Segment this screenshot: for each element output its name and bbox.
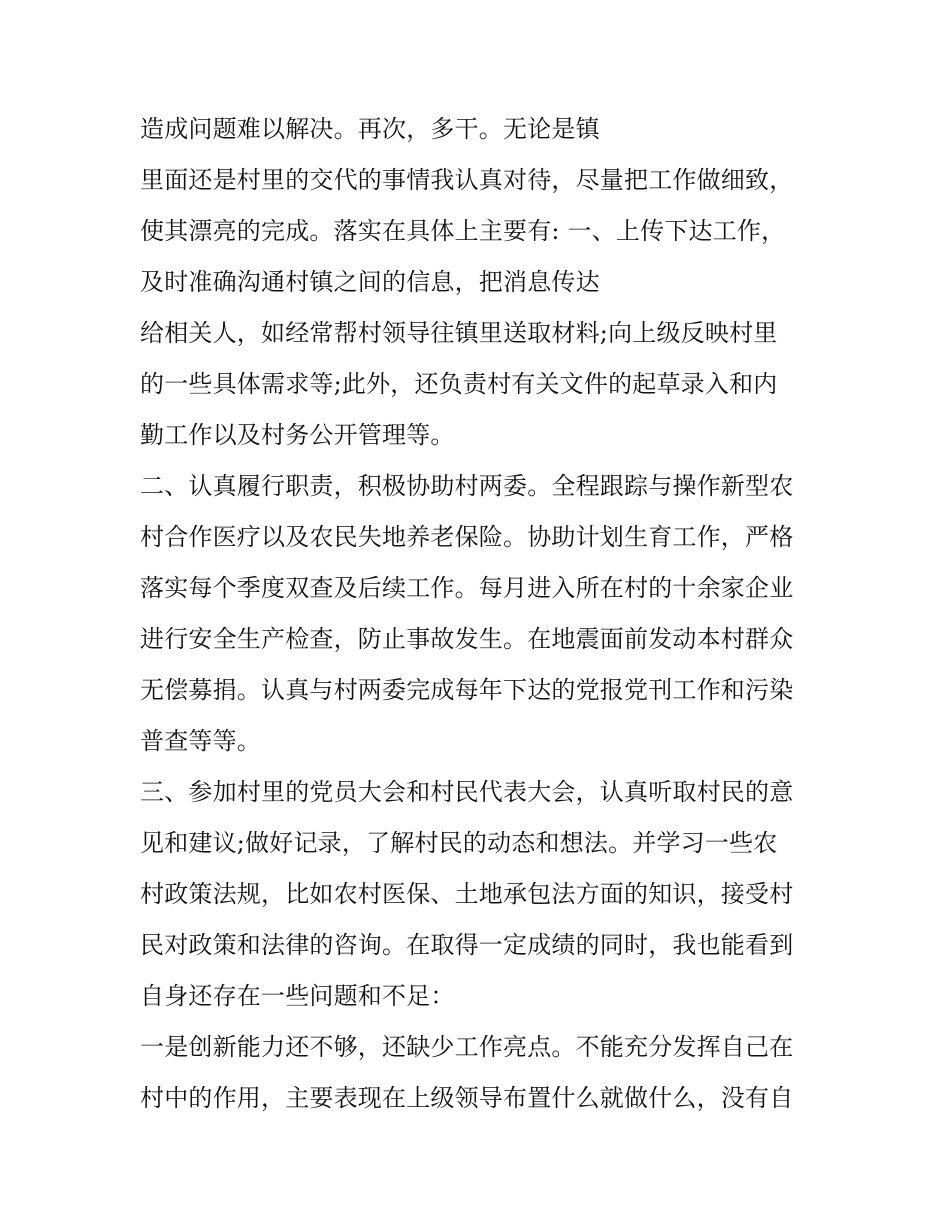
text-line: 使其漂亮的完成。落实在具体上主要有: 一、上传下达工作，	[140, 217, 786, 245]
text-line: 无偿募捐。认真与村两委完成每年下达的党报党刊工作和污染	[140, 676, 794, 704]
text-line: 村合作医疗以及农民失地养老保险。协助计划生育工作，严格	[140, 523, 794, 551]
text-line: 见和建议;做好记录，了解村民的动态和想法。并学习一些农	[140, 829, 778, 857]
text-line: 落实每个季度双查及后续工作。每月进入所在村的十余家企业	[140, 574, 794, 602]
text-line: 进行安全生产检查，防止事故发生。在地震面前发动本村群众	[140, 625, 794, 653]
text-line: 里面还是村里的交代的事情我认真对待，尽量把工作做细致，	[140, 166, 794, 194]
text-line: 普查等等。	[140, 727, 261, 755]
text-line: 勤工作以及村务公开管理等。	[140, 421, 455, 449]
text-line: 二、认真履行职责，积极协助村两委。全程跟踪与操作新型农	[140, 472, 794, 500]
text-line: 民对政策和法律的咨询。在取得一定成绩的同时，我也能看到	[140, 931, 794, 959]
text-line: 一是创新能力还不够，还缺少工作亮点。不能充分发挥自己在	[140, 1033, 794, 1061]
body-text	[140, 108, 830, 1128]
text-line: 村政策法规，比如农村医保、土地承包法方面的知识，接受村	[140, 880, 794, 908]
text-line: 及时准确沟通村镇之间的信息，把消息传达	[140, 268, 600, 296]
text-line: 的一些具体需求等;此外，还负责村有关文件的起草录入和内	[140, 370, 778, 398]
text-line: 三、参加村里的党员大会和村民代表大会，认真听取村民的意	[140, 778, 794, 806]
text-line: 村中的作用，主要表现在上级领导布置什么就做什么，没有自	[140, 1084, 794, 1112]
text-line: 造成问题难以解决。再次，多干。无论是镇	[140, 115, 600, 143]
text-line: 自身还存在一些问题和不足：	[140, 982, 455, 1010]
text-line: 给相关人，如经常帮村领导往镇里送取材料;向上级反映村里	[140, 319, 778, 347]
